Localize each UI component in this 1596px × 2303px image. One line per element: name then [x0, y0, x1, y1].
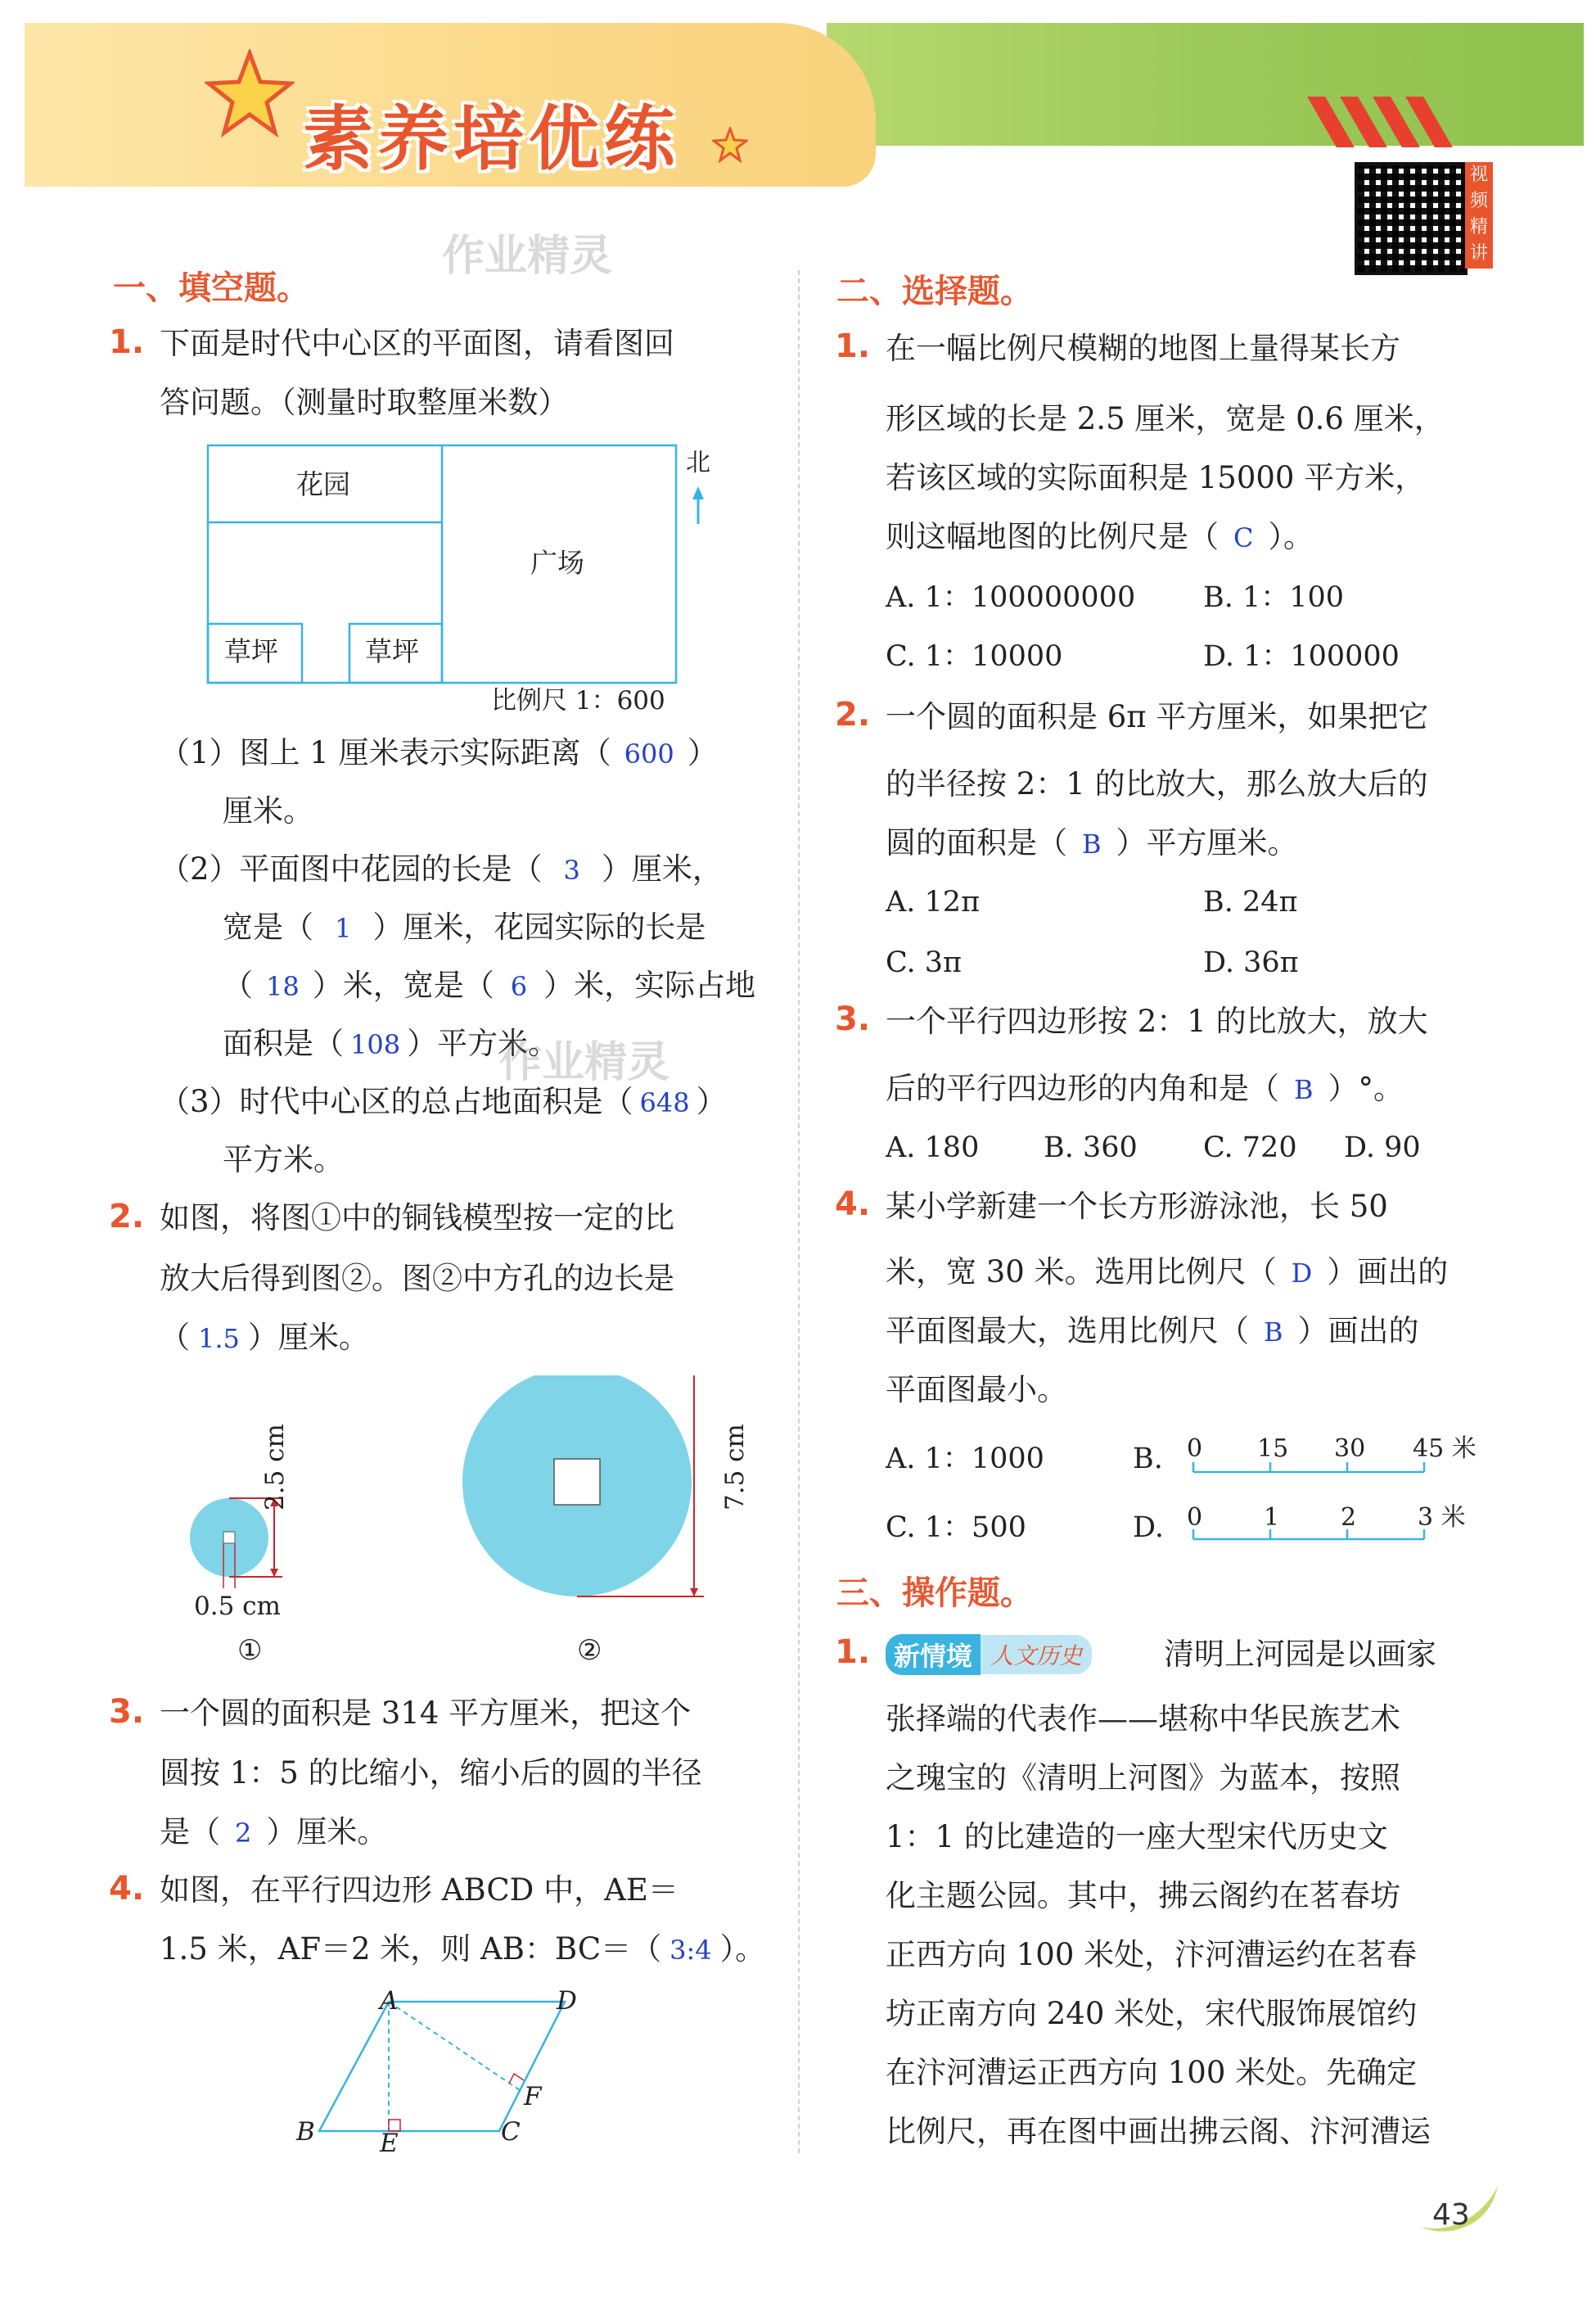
option-d: D. 90 — [1344, 1131, 1421, 1164]
answer: 108 — [350, 1029, 401, 1060]
question-number: 1. — [835, 1633, 871, 1671]
small-star-icon — [712, 127, 748, 163]
scale-tick-label: 3 米 — [1418, 1503, 1466, 1532]
question-text: 若该区域的实际面积是 15000 平方米， — [886, 460, 1426, 495]
scale-tick-label: 30 — [1334, 1434, 1366, 1463]
question-text: 下面是时代中心区的平面图，请看图回 — [160, 326, 674, 361]
page-title: 素养培优练 — [303, 98, 679, 180]
dimension-label: 0.5 cm — [194, 1592, 281, 1621]
question-text: 平面图最大，选用比例尺（ B ）画出的 — [886, 1313, 1419, 1348]
question-number: 2. — [109, 1198, 145, 1235]
map-label-lawn: 草坪 — [365, 635, 419, 667]
north-label: 北 — [686, 449, 710, 477]
point-label: E — [380, 2129, 399, 2158]
option-b: B. 24π — [1203, 886, 1298, 919]
question-text: （ 1.5 ）厘米。 — [160, 1320, 369, 1355]
answer: 3:4 — [670, 1935, 712, 1966]
option-a: A. 12π — [886, 886, 981, 919]
question-number: 1. — [109, 323, 145, 361]
question-text: 米，宽 30 米。选用比例尺（ D ）画出的 — [886, 1254, 1449, 1289]
answer: B — [1082, 829, 1102, 860]
question-number: 4. — [109, 1870, 145, 1908]
answer: 648 — [639, 1087, 690, 1118]
map-label-square: 广场 — [530, 547, 584, 579]
question-number: 3. — [109, 1693, 145, 1731]
star-icon — [205, 49, 295, 139]
question-text: 1：1 的比建造的一座大型宋代历史文 — [886, 1819, 1388, 1854]
section-operation-title: 三、操作题。 — [836, 1574, 1033, 1612]
section-fill-title: 一、填空题。 — [113, 269, 309, 307]
section-choice-title: 二、选择题。 — [836, 273, 1033, 310]
question-text: 圆的面积是（ B ）平方厘米。 — [886, 825, 1298, 860]
point-label: C — [501, 2117, 521, 2147]
scale-tick-label: 1 — [1264, 1503, 1280, 1532]
question-text: 1.5 米，AF＝2 米，则 AB：BC＝（ 3:4 ）。 — [160, 1931, 766, 1967]
option-b: B. 1：100 — [1203, 581, 1345, 614]
question-text: （ 18 ）米，宽是（ 6 ）米，实际占地 — [223, 968, 756, 1003]
qr-code[interactable] — [1355, 162, 1468, 275]
option-a: A. 1：1000 — [886, 1443, 1044, 1475]
question-text: 是（ 2 ）厘米。 — [160, 1814, 388, 1849]
question-text: 如图，在平行四边形 ABCD 中，AE＝ — [160, 1872, 679, 1908]
question-text: 一个平行四边形按 2：1 的比放大，放大 — [886, 1004, 1428, 1039]
map-label-garden: 花园 — [296, 468, 350, 500]
option-b: B. 360 — [1044, 1131, 1138, 1164]
question-text: 平面图最小。 — [886, 1372, 1067, 1407]
option-c: C. 3π — [886, 946, 963, 979]
question-text: 比例尺，再在图中画出拂云阁、汴河漕运 — [886, 2114, 1431, 2149]
question-number: 3. — [835, 1000, 871, 1038]
question-number: 1. — [835, 327, 871, 365]
option-d: D. — [1133, 1511, 1164, 1544]
question-text: 清明上河园是以画家 — [1164, 1637, 1436, 1672]
scale-tick-label: 0 — [1187, 1503, 1203, 1532]
answer: C — [1233, 522, 1254, 553]
question-text: 形区域的长是 2.5 厘米，宽是 0.6 厘米， — [886, 401, 1445, 436]
question-text: 正西方向 100 米处，汴河漕运约在茗春 — [886, 1937, 1418, 1972]
question-text: 面积是（ 108 ）平方米。 — [223, 1026, 559, 1061]
question-text: 某小学新建一个长方形游泳池，长 50 — [886, 1189, 1388, 1224]
question-text: 在一幅比例尺模糊的地图上量得某长方 — [886, 331, 1400, 366]
question-text: 放大后得到图②。图②中方孔的边长是 — [160, 1261, 674, 1296]
question-text: 之瑰宝的《清明上河图》为蓝本，按照 — [886, 1760, 1400, 1795]
question-text: 张择端的代表作——堪称中华民族艺术 — [886, 1701, 1400, 1736]
option-a: A. 180 — [886, 1131, 980, 1164]
answer: D — [1291, 1258, 1313, 1289]
badge-new-context: 新情境 — [886, 1634, 981, 1675]
option-c: C. 1：10000 — [886, 640, 1063, 673]
answer: 1.5 — [198, 1323, 240, 1354]
question-text: 后的平行四边形的内角和是（ B ）°。 — [886, 1071, 1404, 1106]
question-text: 如图，将图①中的铜钱模型按一定的比 — [160, 1200, 674, 1235]
question-text: 则这幅地图的比例尺是（ C ）。 — [886, 519, 1314, 554]
point-label: D — [557, 1986, 577, 2016]
point-label: B — [296, 2117, 315, 2147]
watermark: 作业精灵 — [499, 1038, 670, 1087]
answer: 18 — [266, 971, 300, 1002]
dimension-label: 7.5 cm — [720, 1424, 750, 1510]
question-number: 2. — [835, 696, 871, 734]
option-a: A. 1：100000000 — [886, 581, 1136, 614]
question-text: 平方米。 — [223, 1142, 344, 1177]
qr-label: 视频精讲 — [1465, 162, 1493, 269]
map-scale: 比例尺 1：600 — [491, 686, 665, 716]
figure-label: ① — [237, 1634, 263, 1667]
option-b: B. — [1133, 1443, 1163, 1475]
question-number: 4. — [835, 1185, 871, 1223]
question-text: 答问题。（测量时取整厘米数） — [160, 385, 569, 420]
point-label: A — [380, 1986, 399, 2016]
answer: 6 — [510, 971, 528, 1002]
question-text: 化主题公园。其中，拂云阁约在茗春坊 — [886, 1878, 1400, 1913]
scale-tick-label: 45 米 — [1413, 1434, 1477, 1463]
option-c: C. 1：500 — [886, 1511, 1026, 1544]
scale-tick-label: 0 — [1187, 1434, 1203, 1463]
option-c: C. 720 — [1203, 1131, 1297, 1164]
map-label-lawn: 草坪 — [224, 635, 278, 667]
option-d: D. 36π — [1203, 946, 1299, 979]
question-text: 宽是（ 1 ）厘米，花园实际的长是 — [223, 910, 706, 945]
option-d: D. 1：100000 — [1203, 640, 1400, 673]
question-text: 一个圆的面积是 6π 平方厘米，如果把它 — [886, 699, 1429, 734]
answer: 3 — [563, 855, 580, 886]
answer: B — [1264, 1316, 1283, 1348]
answer: 600 — [624, 738, 674, 770]
badge-humanities: 人文历史 — [981, 1635, 1092, 1674]
dimension-label: 2.5 cm — [260, 1424, 290, 1510]
answer: 1 — [335, 913, 352, 944]
scale-tick-label: 2 — [1341, 1503, 1357, 1532]
question-text: 厘米。 — [223, 793, 313, 829]
question-text: 圆按 1：5 的比缩小，缩小后的圆的半径 — [160, 1755, 702, 1790]
header-green-band — [827, 23, 1584, 146]
answer: 2 — [235, 1818, 252, 1849]
page-number: 43 — [1432, 2198, 1470, 2232]
question-text: （1）图上 1 厘米表示实际距离（ 600 ） — [160, 735, 718, 770]
context-badge — [886, 1634, 1092, 1675]
question-text: 在汴河漕运正西方向 100 米处。先确定 — [886, 2055, 1418, 2090]
question-text: （3）时代中心区的总占地面积是（ 648 ） — [160, 1084, 727, 1119]
question-text: 一个圆的面积是 314 平方厘米，把这个 — [160, 1696, 692, 1731]
watermark: 作业精灵 — [442, 232, 613, 281]
question-text: （2）平面图中花园的长是（ 3 ）厘米， — [160, 851, 723, 887]
answer: B — [1294, 1074, 1314, 1105]
point-label: F — [524, 2082, 542, 2111]
scale-tick-label: 15 — [1257, 1434, 1289, 1463]
question-text: 的半径按 2：1 的比放大，那么放大后的 — [886, 766, 1428, 802]
column-divider — [798, 270, 800, 2153]
question-text: 坊正南方向 240 米处，宋代服饰展馆约 — [886, 1996, 1418, 2031]
figure-label: ② — [577, 1634, 602, 1667]
